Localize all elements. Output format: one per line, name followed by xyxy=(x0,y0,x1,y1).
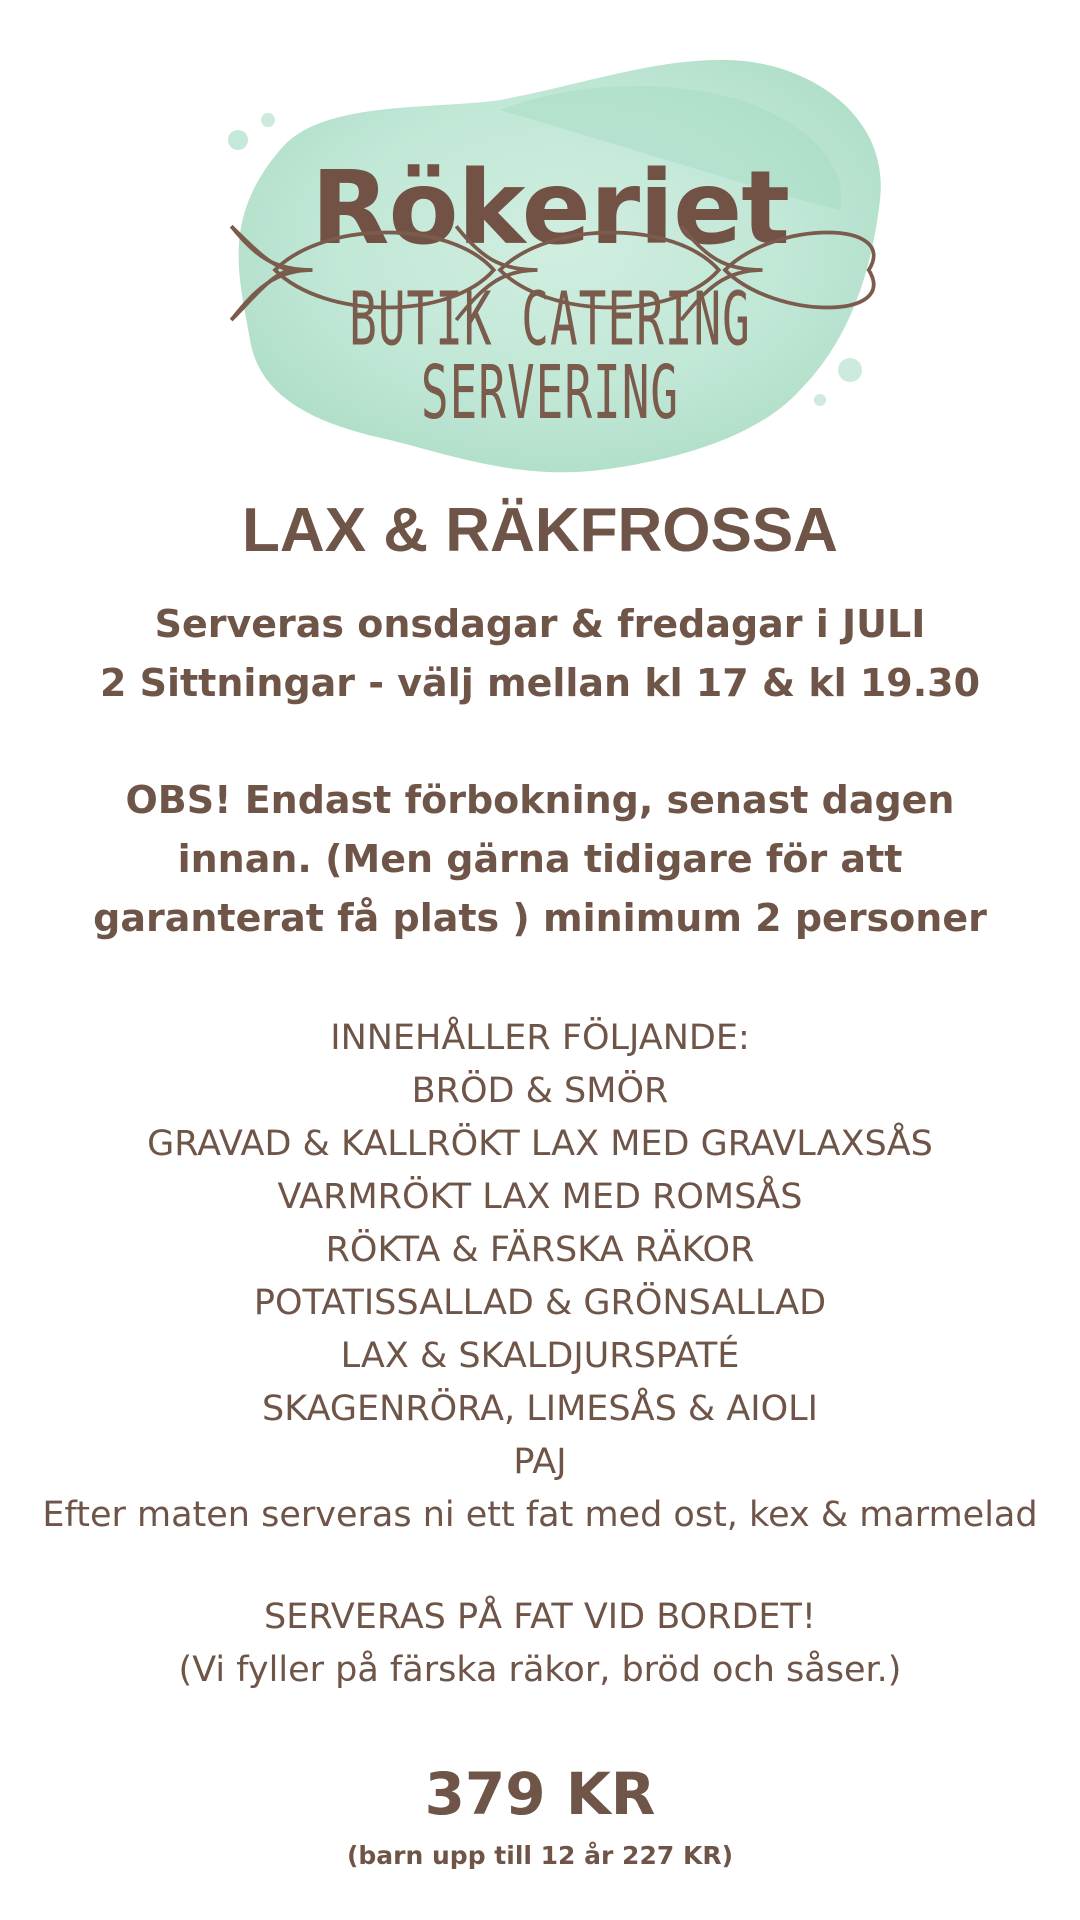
fish-decoration xyxy=(200,40,900,500)
list-item: SKAGENRÖRA, LIMESÅS & AIOLI xyxy=(262,1389,818,1429)
brand-name: Rökeriet xyxy=(310,149,790,268)
list-item: VARMRÖKT LAX MED ROMSÅS xyxy=(277,1177,803,1217)
contents-heading: INNEHÅLLER FÖLJANDE: xyxy=(330,1018,750,1058)
list-item: Efter maten serveras ni ett fat med ost, kex & marmelad xyxy=(42,1495,1038,1535)
fish-icon xyxy=(231,226,494,320)
list-item: BRÖD & SMÖR xyxy=(411,1071,669,1111)
notice-line: garanterat få plats ) minimum 2 personer xyxy=(93,896,987,940)
rokeriet-logo xyxy=(200,40,900,500)
page-title: LAX & RÄKFROSSA xyxy=(242,496,838,565)
brand-tagline: BUTIK CATERING SERVERING xyxy=(349,275,751,436)
notice-line: OBS! Endast förbokning, senast dagen xyxy=(125,778,955,822)
price: 379 KR xyxy=(424,1760,656,1828)
serving-block xyxy=(30,1591,1050,1697)
schedule-seatings: 2 Sittningar - välj mellan kl 17 & kl 19.30 xyxy=(99,661,981,705)
list-item: RÖKTA & FÄRSKA RÄKOR xyxy=(325,1230,755,1270)
serving-note: (Vi fyller på färska räkor, bröd och såser.) xyxy=(178,1650,902,1690)
schedule-days: Serveras onsdagar & fredagar i JULI xyxy=(154,602,926,646)
list-item: GRAVAD & KALLRÖKT LAX MED GRAVLAXSÅS xyxy=(147,1124,933,1164)
fish-icon xyxy=(681,226,873,320)
child-price: (barn upp till 12 år 227 KR) xyxy=(346,1841,733,1870)
list-item: PAJ xyxy=(513,1442,567,1482)
notice-line: innan. (Men gärna tidigare för att xyxy=(177,837,903,881)
notice-block xyxy=(30,771,1050,948)
schedule-block xyxy=(30,595,1050,713)
fish-icon xyxy=(456,226,719,320)
contents-list xyxy=(30,1012,1050,1542)
list-item: POTATISSALLAD & GRÖNSALLAD xyxy=(253,1283,827,1323)
list-item: LAX & SKALDJURSPATÉ xyxy=(340,1336,740,1376)
serving-note: SERVERAS PÅ FAT VID BORDET! xyxy=(264,1597,816,1637)
